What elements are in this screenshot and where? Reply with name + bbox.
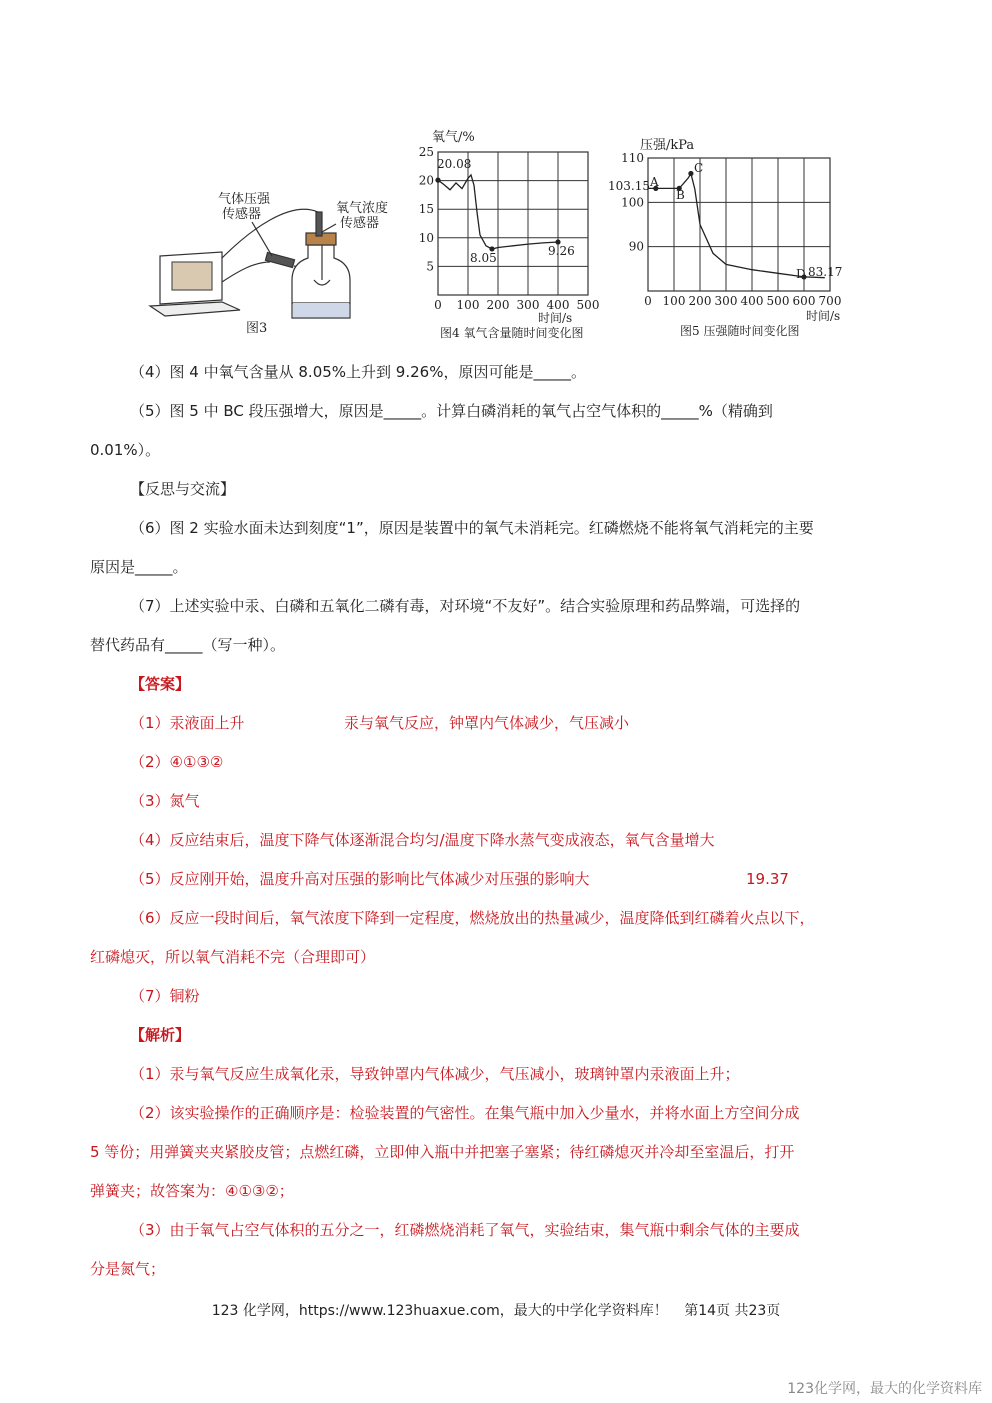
answer-2: （2）④①③② [130, 753, 224, 771]
leader-oxygen [322, 224, 336, 232]
fig5-xtick-4: 400 [740, 294, 764, 308]
fig5-xtick-1: 100 [662, 294, 686, 308]
label-pressure-sensor-1: 气体压强 [218, 192, 271, 207]
fig5-series-line-0 [648, 174, 825, 278]
footer-page-number: 第14页 共23页 [684, 1303, 781, 1319]
analysis-heading: 【解析】 [130, 1026, 191, 1044]
question-7-line1: （7）上述实验中汞、白磷和五氧化二磷有毒，对环境“不友好”。结合实验原理和药品弊端，可选择的 [130, 597, 801, 615]
figures-area [0, 0, 992, 350]
answer-5-right: 19.37 [746, 870, 789, 888]
fig4-xtick-3: 300 [516, 298, 540, 312]
fig5-xtick-2: 200 [688, 294, 712, 308]
answer-heading: 【答案】 [130, 675, 191, 693]
fig4-ytick-3: 20 [418, 173, 434, 188]
answer-5-left: （5）反应刚开始，温度升高对压强的影响比气体减少对压强的影响大 [130, 870, 590, 888]
fig5-value-d: 83.17 [808, 265, 843, 279]
fig5-ytick-0: 90 [628, 239, 644, 254]
label-oxygen-sensor-1: 氧气浓度 [336, 201, 389, 216]
answer-6-line1: （6）反应一段时间后，氧气浓度下降到一定程度，燃烧放出的热量减少，温度降低到红磷着火点以下， [130, 909, 815, 927]
label-pressure-sensor-2: 传感器 [222, 207, 262, 222]
pressure-sensor-probe [265, 253, 294, 268]
fig5-ytick-2: 110 [621, 151, 644, 165]
analysis-2-line2: 5 等份；用弹簧夹夹紧胶皮管；点燃红磷，立即伸入瓶中并把塞子塞紧；待红磷熄灭并冷却至室温后，打开 [90, 1143, 795, 1161]
fig5-ytick-1: 100 [621, 195, 644, 210]
fig5-label-b: B [676, 188, 685, 202]
question-7-line2: 替代药品有_____（写一种）。 [90, 636, 286, 654]
fig5-point-2 [688, 171, 693, 176]
fig5-label-a: A [650, 175, 659, 189]
fig5-caption: 图5 压强随时间变化图 [680, 324, 800, 338]
question-5-line2: 0.01%）。 [90, 441, 161, 459]
answer-7: （7）铜粉 [130, 987, 200, 1005]
answer-1-right: 汞与氧气反应，钟罩内气体减少，气压减小 [344, 714, 630, 732]
question-4: （4）图 4 中氧气含量从 8.05%上升到 9.26%，原因可能是_____。 [130, 363, 586, 381]
answer-3: （3）氮气 [130, 792, 200, 810]
laptop-display [172, 262, 212, 290]
water [293, 303, 349, 317]
fig4-xtick-0: 0 [434, 298, 442, 312]
analysis-3-line1: （3）由于氧气占空气体积的五分之一，红磷燃烧消耗了氧气，实验结束，集气瓶中剩余气体的主要成 [130, 1221, 800, 1239]
fig4-xtick-2: 200 [486, 298, 510, 312]
question-6-line1: （6）图 2 实验水面未达到刻度“1”，原因是装置中的氧气未消耗完。红磷燃烧不能将氧气消耗完的主要 [130, 519, 814, 537]
analysis-2-line1: （2）该实验操作的正确顺序是：检验装置的气密性。在集气瓶中加入少量水，并将水面上方空间分成 [130, 1104, 800, 1122]
fig4-ytick-4: 25 [418, 145, 434, 159]
fig4-caption: 图4 氧气含量随时间变化图 [440, 326, 584, 340]
fig5-xtick-5: 500 [766, 294, 790, 308]
fig5-xtick-6: 600 [792, 294, 816, 308]
fig4-xtick-1: 100 [456, 298, 480, 312]
fig4-label-start: 20.08 [437, 157, 472, 171]
fig5-label-c: C [694, 161, 704, 175]
leader-pressure [252, 222, 272, 256]
page-footer [0, 1300, 992, 1320]
fig4-ylabel: 氧气/% [432, 130, 475, 145]
question-5-line1: （5）图 5 中 BC 段压强增大，原因是_____。计算白磷消耗的氧气占空气体积的_____%（精确到 [130, 402, 773, 420]
watermark: 123化学网，最大的化学资料库 [787, 1381, 982, 1397]
footer-site: 123 化学网，https://www.123huaxue.com，最大的中学化学资料库！ [211, 1303, 668, 1319]
answer-6-line2: 红磷熄灭，所以氧气消耗不完（合理即可） [90, 948, 376, 966]
fig4-ytick-0: 5 [426, 259, 434, 274]
fig5-value-a: 103.15 [608, 179, 650, 193]
fig4-xlabel: 时间/s [538, 311, 573, 325]
fig4-plot-frame [438, 152, 588, 295]
figure-3-label: 图3 [246, 321, 268, 336]
fig4-ytick-2: 15 [418, 202, 434, 217]
fig5-ylabel: 压强/kPa [640, 138, 695, 153]
cable-pressure [222, 262, 270, 282]
fig5-xlabel: 时间/s [806, 309, 841, 323]
fig5-xtick-0: 0 [644, 294, 652, 308]
fig4-label-end: 9.26 [548, 244, 575, 258]
answer-1-left: （1）汞液面上升 [130, 714, 245, 732]
fig4-ytick-1: 10 [418, 230, 434, 245]
reflect-heading: 【反思与交流】 [130, 480, 236, 498]
fig5-label-d: D [796, 267, 806, 281]
figure-3-apparatus [150, 209, 350, 318]
question-6-line2: 原因是_____。 [90, 558, 188, 576]
analysis-2-line3: 弹簧夹；故答案为：④①③②； [90, 1182, 294, 1200]
fig5-xtick-7: 700 [818, 294, 842, 308]
fig4-xtick-4: 400 [546, 298, 570, 312]
answer-4: （4）反应结束后，温度下降气体逐渐混合均匀/温度下降水蒸气变成液态，氧气含量增大 [130, 831, 715, 849]
fig4-label-min: 8.05 [470, 251, 497, 265]
oxygen-sensor-rod [316, 212, 322, 236]
fig4-xtick-5: 500 [576, 298, 600, 312]
fig4-point-0 [435, 178, 440, 183]
analysis-1: （1）汞与氧气反应生成氧化汞，导致钟罩内气体减少，气压减小，玻璃钟罩内汞液面上升； [130, 1065, 740, 1083]
fig5-xtick-3: 300 [714, 294, 738, 308]
label-oxygen-sensor-2: 传感器 [340, 216, 380, 231]
analysis-3-line2: 分是氮气； [90, 1260, 166, 1278]
